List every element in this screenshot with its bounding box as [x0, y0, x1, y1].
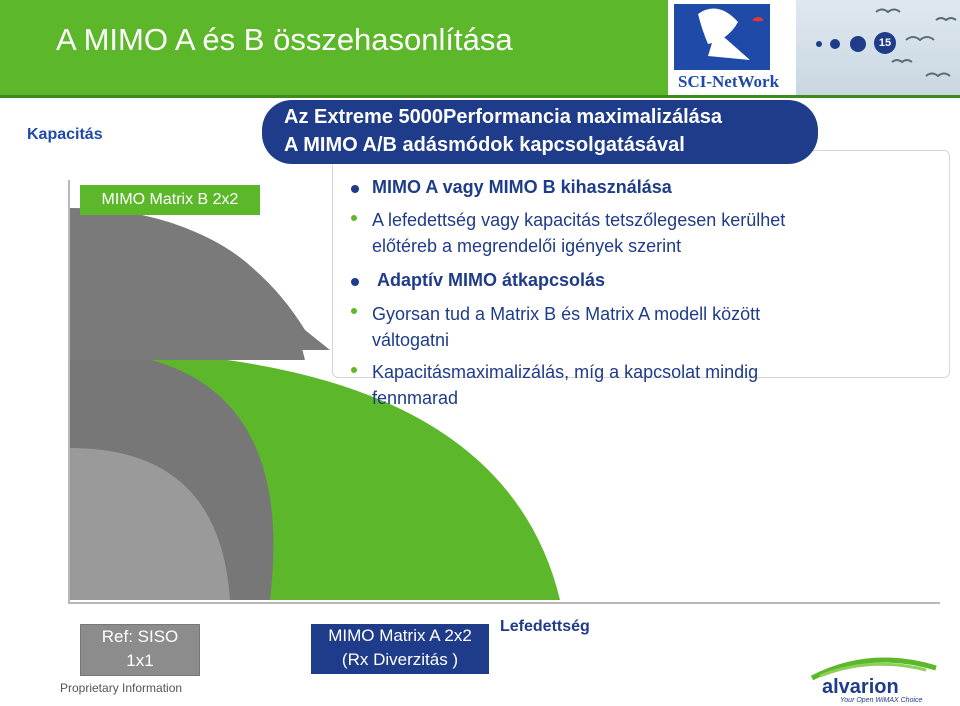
label-mimo-matrix-a: [311, 624, 489, 674]
horizontal-axis: [68, 602, 940, 604]
bullet-dot: [351, 308, 357, 314]
axis-label-capacity: Kapacitás: [27, 126, 103, 143]
slide-title: A MIMO A és B összehasonlítása: [56, 22, 513, 57]
bullet-dot: [351, 367, 357, 373]
callout-line-1: Az Extreme 5000Performancia maximalizálása: [284, 106, 723, 128]
proprietary-notice: Proprietary Information: [60, 681, 183, 695]
bullet-dot: [351, 215, 357, 221]
region-top-band: [70, 208, 305, 360]
callout-line-2: A MIMO A/B adásmódok kapcsolgatásával: [284, 134, 685, 156]
siso-line-1: Ref: SISO: [101, 627, 179, 646]
label-mimo-matrix-b: MIMO Matrix B 2x2: [80, 185, 260, 215]
brand-name: alvarion: [822, 676, 899, 698]
brand-tagline: Your Open WiMAX Choice: [840, 697, 923, 704]
bullet-text: Kapacitásmaximalizálás, míg a kapcsolat mindig: [372, 362, 759, 382]
alvarion-logo: [810, 654, 950, 704]
siso-line-2: 1x1: [126, 651, 154, 670]
bullet-text-cont: váltogatni: [372, 330, 450, 350]
bullet-heading: MIMO A vagy MIMO B kihasználása: [372, 177, 672, 197]
bullet-dot: [351, 185, 359, 193]
bullet-text: Gyorsan tud a Matrix B és Matrix A modell között: [372, 304, 761, 324]
matrix-a-line-2: (Rx Diverzitás ): [341, 650, 459, 669]
axis-label-coverage: Lefedettség: [500, 618, 590, 635]
callout-banner: [262, 100, 818, 164]
bullet-text: A lefedettség vagy kapacitás tetszőlegesen kerülhet: [372, 210, 786, 230]
matrix-a-line-1: MIMO Matrix A 2x2: [328, 626, 472, 645]
label-ref-siso: [80, 624, 200, 676]
logo-text: SCI-NetWork: [678, 72, 780, 91]
vertical-axis: [68, 180, 70, 604]
bullet-text-cont: előtéreb a megrendelői igények szerint: [372, 236, 682, 256]
page-number: 15: [874, 32, 896, 54]
bullet-heading: Adaptív MIMO átkapcsolás: [377, 270, 606, 290]
bullet-text-cont: fennmarad: [372, 388, 459, 408]
bullet-dot: [351, 278, 359, 286]
